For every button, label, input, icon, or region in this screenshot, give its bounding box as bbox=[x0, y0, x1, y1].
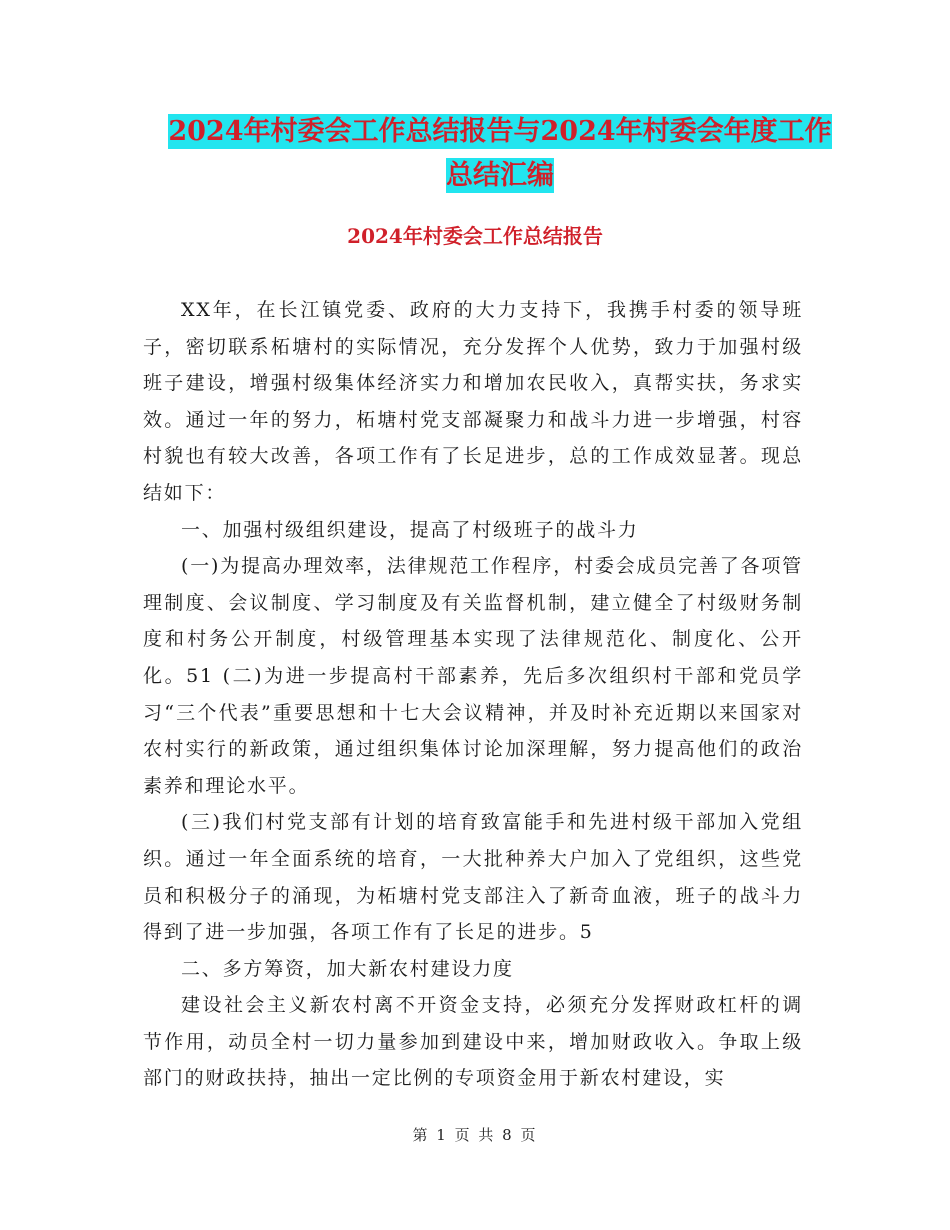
document-title bbox=[140, 110, 860, 198]
title-line-1: 2024年村委会工作总结报告与2024年村委会年度工作 bbox=[168, 116, 832, 147]
title-line-2: 总结汇编 bbox=[446, 160, 554, 191]
paragraph: XX年，在长江镇党委、政府的大力支持下，我携手村委的领导班子，密切联系柘塘村的实际情况，充分发挥个人优势，致力于加强村级班子建设，增强村级集体经济实力和增加农民收入，真帮实扶，务求实效。通过一年的努力，柘塘村党支部凝聚力和战斗力进一步增强，村容村貌也有较大改善，各项工作有了长足进步，总的工作成效显著。现总结如下： bbox=[143, 299, 803, 504]
page-number-footer: 第 1 页 共 8 页 bbox=[412, 1126, 538, 1144]
document-body bbox=[143, 292, 803, 1097]
paragraph: 一、加强村级组织建设，提高了村级班子的战斗力 bbox=[181, 518, 639, 541]
paragraph: (一)为提高办理效率，法律规范工作程序，村委会成员完善了各项管理制度、会议制度、学习制度及有关监督机制，建立健全了村级财务制度和村务公开制度，村级管理基本实现了法律规范化、制度化、公开化。51 (二)为进一步提高村干部素养，先后多次组织村干部和党员学习“三个代表”重要思想和十七大会议精神，并及时补充近期以来国家对农村实行的新政策，通过组织集体讨论加深理解，努力提高他们的政治素养和理论水平。 bbox=[143, 555, 803, 797]
paragraph: 二、多方筹资，加大新农村建设力度 bbox=[181, 957, 514, 980]
section-title: 2024年村委会工作总结报告 bbox=[347, 224, 603, 248]
paragraph: 建设社会主义新农村离不开资金支持，必须充分发挥财政杠杆的调节作用，动员全村一切力量参加到建设中来，增加财政收入。争取上级部门的财政扶持，抽出一定比例的专项资金用于新农村建设，实 bbox=[143, 994, 803, 1090]
paragraph: (三)我们村党支部有计划的培育致富能手和先进村级干部加入党组织。通过一年全面系统的培育，一大批种养大户加入了党组织，这些党员和积极分子的涌现，为柘塘村党支部注入了新奇血液，班子的战斗力得到了进一步加强，各项工作有了长足的进步。5 bbox=[143, 811, 803, 944]
